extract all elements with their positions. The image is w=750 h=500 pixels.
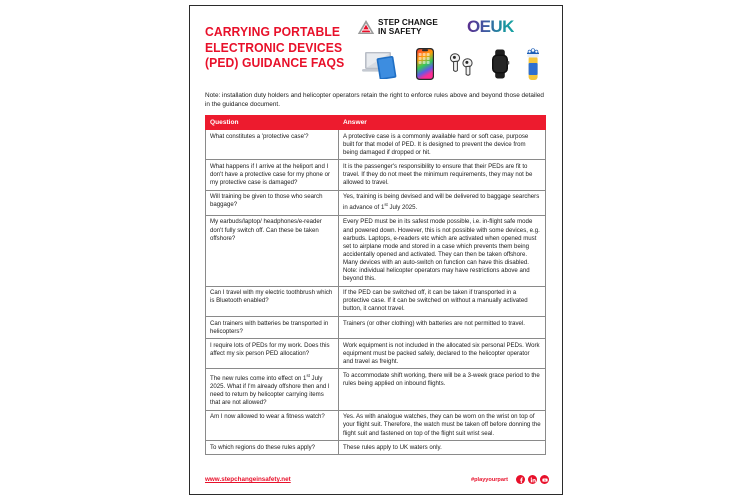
answer-cell: These rules apply to UK waters only. [339,441,546,455]
page-title [205,14,347,71]
footer-right [471,475,549,484]
title-line-3: (PED) GUIDANCE FAQS [205,55,345,70]
column-header-question: Question [206,116,339,130]
table-row [206,339,546,369]
logos-and-devices [347,14,549,84]
note-text: Note: installation duty holders and helicopter operators retain the right to enforce rules above and beyond those detailed in the guidance document. [205,92,544,108]
title-line-2: ELECTRONIC DEVICES [205,39,343,55]
triangle-icon [357,19,375,35]
table-row [206,160,546,190]
faq-table-body [206,130,546,455]
question-cell: Am I now allowed to wear a fitness watch? [206,410,339,440]
linkedin-icon[interactable] [528,475,537,484]
answer-cell: Trainers (or other clothing) with batteries are not permitted to travel. [339,317,546,339]
table-row [206,130,546,160]
poster-header [205,14,549,86]
logo-row [353,14,549,40]
column-header-answer: Answer [339,116,546,130]
title-line-1: CARRYING PORTABLE [205,24,341,39]
table-row [206,286,546,316]
step-change-in-safety-logo [357,18,441,36]
table-row [206,441,546,455]
website-link[interactable]: www.stepchangeinsafety.net [205,476,291,483]
answer-cell: If the PED can be switched off, it can be taken if transported in a protective case. If it can be switched on without a manually activated button, it cannot travel. [339,286,546,316]
question-cell: What constitutes a 'protective case'? [206,130,339,160]
facebook-icon[interactable] [516,475,525,484]
question-cell: Will training be given to those who search baggage? [206,190,339,215]
answer-cell: Every PED must be in its safest mode possible, i.e. in-flight safe mode and powered down. However, this is not possible with some devices, e.g. earbuds. Laptops, e-readers etc which are activated when opened must set to airplane mode and stored in a case which prevents them being accidentally opened and activated. They can then be taken offshore. Many devices with an auto-switch on function can have this disabled. Note: individual helicopter operators may have restrictions above and beyond this. [339,215,546,286]
faq-poster-page [189,5,563,495]
question-cell: What happens if I arrive at the heliport and I don't have a protective case for my phone or my protective case is damaged? [206,160,339,190]
question-cell: My earbuds/laptop/ headphones/e-reader don't fully switch off. Can these be taken offshore? [206,215,339,286]
laptop-tablet-icon [361,49,403,79]
question-cell: To which regions do these rules apply? [206,441,339,455]
page-content [205,14,549,455]
answer-cell: It is the passenger's responsibility to ensure that their PEDs are fit to travel. If they do not meet the minimum requirements, they may not be allowed to travel. [339,160,546,190]
scis-line-2: IN SAFETY [378,26,422,36]
table-row [206,369,546,410]
question-cell: The new rules come into effect on 1st July 2025. What if I'm already offshore then and I need to return by helicopter carrying items that are not allowed? [206,369,339,410]
device-icon-row [353,44,549,84]
smartwatch-icon [489,49,511,79]
oeuk-logo: OEUK [467,17,514,36]
answer-cell: To accommodate shift working, there will be a 3-week grace period to the rules being applied on inbound flights. [339,369,546,410]
social-links [516,475,549,484]
scis-line-1: STEP CHANGE [378,17,438,27]
table-row [206,190,546,215]
campaign-hashtag: #playyourpart [471,476,508,483]
table-header-row [206,116,546,130]
answer-cell: Yes, training is being devised and will be delivered to baggage searchers in advance of 1st July 2025. [339,190,546,215]
table-row [206,410,546,440]
answer-cell: Work equipment is not included in the allocated six personal PEDs. Work equipment must be packed safely, declared to the helicopter operator and travel as freight. [339,339,546,369]
answer-cell: Yes. As with analogue watches, they can be worn on the wrist on top of your flight suit. Therefore, the watch must be taken off before donning the flight suit and fastened on top of the flight suit wrist seal. [339,410,546,440]
smartphone-icon [415,47,435,81]
table-row [206,215,546,286]
question-cell: I require lots of PEDs for my work. Does this affect my six person PED allocation? [206,339,339,369]
earbuds-icon [447,51,477,77]
table-row [206,317,546,339]
page-footer [205,475,549,484]
question-cell: Can I travel with my electric toothbrush which is Bluetooth enabled? [206,286,339,316]
electric-shaver-icon [523,47,543,81]
question-cell: Can trainers with batteries be transported in helicopters? [206,317,339,339]
faq-table [205,115,546,455]
answer-cell: A protective case is a commonly available hard or soft case, purpose built for that model of PED. It is designed to prevent the device from being damaged if dropped or hit. [339,130,546,160]
youtube-icon[interactable] [540,475,549,484]
